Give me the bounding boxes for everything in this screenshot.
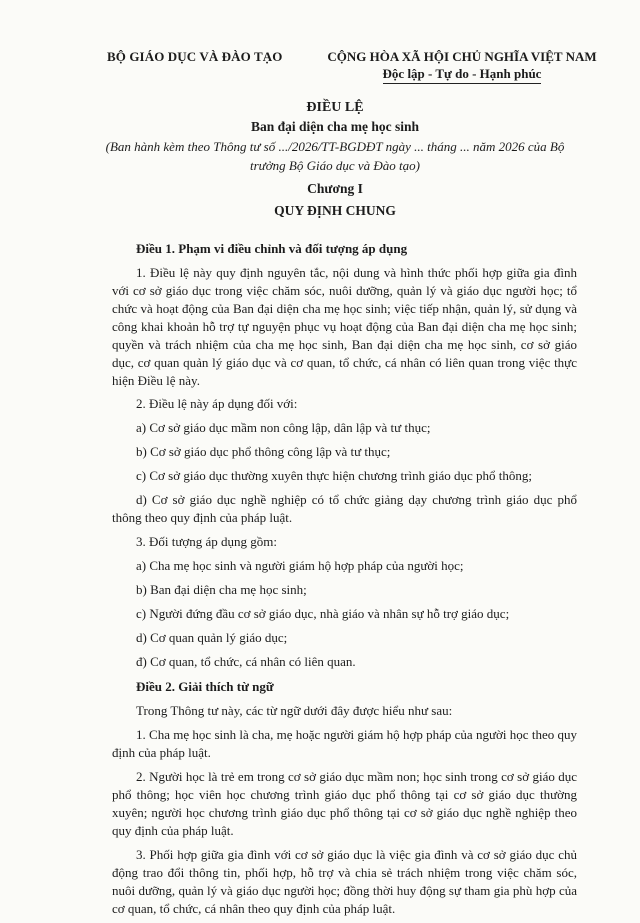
chapter-title: QUY ĐỊNH CHUNG [274, 203, 396, 218]
article-heading: Điều 1. Phạm vi điều chỉnh và đối tượng áp dụng [136, 241, 408, 256]
paragraph: 1. Điều lệ này quy định nguyên tắc, nội dung và hình thức phối hợp giữa gia đình với cơ sở giáo dục trong việc chăm sóc, nuôi dưỡng, quản lý và giáo dục người học; tổ chức và hoạt động của Ban đại diện cha mẹ học sinh; việc tiếp nhận, quản lý, sử dụng và công khai khoản hỗ trợ tự nguyện phục vụ hoạt động của Ban đại diện cha mẹ học sinh; quyền và trách nhiệm của cha mẹ học sinh, Ban đại diện cha mẹ học sinh, cơ sở giáo dục, cơ quan quản lý giáo dục và cơ quan, tổ chức, cá nhân có liên quan trong việc thực hiện Điều lệ này. [112, 265, 577, 388]
list-item: b) Cơ sở giáo dục phổ thông công lập và tư thục; [136, 444, 391, 459]
issuance-note: (Ban hành kèm theo Thông tư số .../2026/TT-BGDĐT ngày ... tháng ... năm 2026 của Bộ trưởng Bộ Giáo dục và Đào tạo) [105, 139, 565, 173]
national-header [312, 49, 612, 84]
republic-name: CỘNG HÒA XÃ HỘI CHỦ NGHĨA VIỆT NAM [327, 49, 597, 64]
document-title: ĐIỀU LỆ [306, 100, 364, 115]
paragraph: 2. Người học là trẻ em trong cơ sở giáo dục mầm non; học sinh trong cơ sở giáo dục phổ thông; học viên học chương trình giáo dục phổ thông tại cơ sở giáo dục thường xuyên; người học chương trình giáo dục phổ thông tại cơ sở giáo dục nghề nghiệp theo quy định của pháp luật. [112, 769, 577, 838]
paragraph: 1. Cha mẹ học sinh là cha, mẹ hoặc người giám hộ hợp pháp của người học theo quy định của pháp luật. [112, 727, 577, 760]
article-heading: Điều 2. Giải thích từ ngữ [136, 679, 274, 694]
paragraph: Trong Thông tư này, các từ ngữ dưới đây được hiểu như sau: [136, 703, 453, 718]
list-item: đ) Cơ quan, tổ chức, cá nhân có liên quan. [136, 654, 356, 669]
list-item: c) Cơ sở giáo dục thường xuyên thực hiện chương trình giáo dục phổ thông; [136, 468, 532, 483]
list-item: c) Người đứng đầu cơ sở giáo dục, nhà giáo và nhân sự hỗ trợ giáo dục; [136, 606, 510, 621]
document-body [112, 239, 577, 923]
paragraph: 3. Phối hợp giữa gia đình với cơ sở giáo dục là việc gia đình và cơ sở giáo dục chủ động trao đổi thông tin, phối hợp, hỗ trợ và chia sẻ trách nhiệm trong việc chăm sóc, nuôi dưỡng, quản lý và giáo dục người học; đồng thời huy động sự tham gia phù hợp của cơ quan, tổ chức, cá nhân theo quy định của pháp luật. [112, 847, 577, 916]
ministry-name: BỘ GIÁO DỤC VÀ ĐÀO TẠO [107, 49, 283, 64]
chapter-number: Chương I [307, 181, 363, 196]
title-block [100, 100, 570, 219]
list-item: a) Cha mẹ học sinh và người giám hộ hợp pháp của người học; [136, 558, 464, 573]
list-item: b) Ban đại diện cha mẹ học sinh; [136, 582, 307, 597]
document-subtitle: Ban đại diện cha mẹ học sinh [250, 119, 420, 134]
list-item: a) Cơ sở giáo dục mầm non công lập, dân lập và tư thục; [136, 420, 431, 435]
paragraph: 3. Đối tượng áp dụng gồm: [136, 534, 278, 549]
paragraph: 2. Điều lệ này áp dụng đối với: [136, 396, 298, 411]
list-item: d) Cơ sở giáo dục nghề nghiệp có tổ chức giảng dạy chương trình giáo dục phổ thông theo quy định của pháp luật. [112, 492, 577, 525]
national-motto: Độc lập - Tự do - Hạnh phúc [383, 66, 542, 84]
list-item: d) Cơ quan quản lý giáo dục; [136, 630, 288, 645]
